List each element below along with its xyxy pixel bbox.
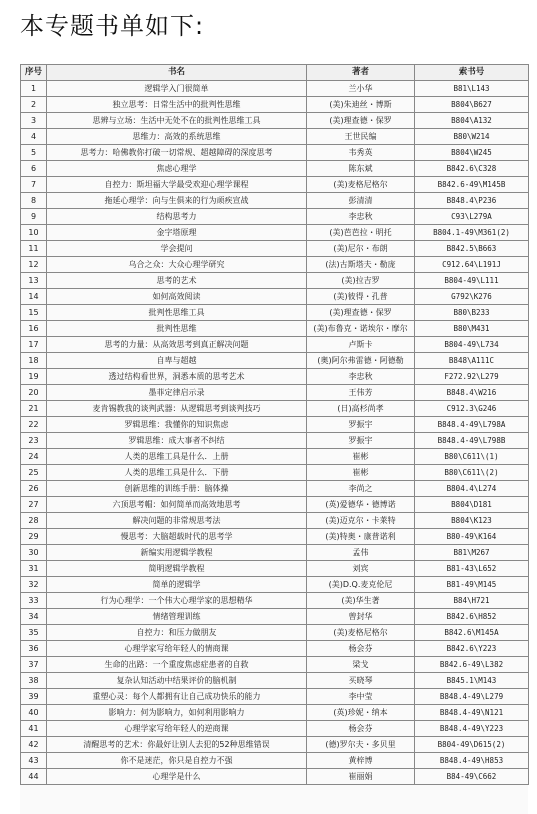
cell-title: 重塑心灵：每个人都拥有让自己成功快乐的能力: [47, 689, 307, 705]
cell-callno: B804\A132: [415, 113, 529, 129]
cell-callno: B84\H721: [415, 593, 529, 609]
cell-title: 复杂认知活动中结果评价的脑机制: [47, 673, 307, 689]
table-row: [21, 721, 529, 737]
cell-index: 15: [21, 305, 47, 321]
cell-author: 买晓琴: [307, 673, 415, 689]
cell-author: 崔彬: [307, 449, 415, 465]
column-header-index: 序号: [21, 65, 47, 81]
cell-title: 透过结构看世界，洞悉本质的思考艺术: [47, 369, 307, 385]
cell-callno: B804-49\L734: [415, 337, 529, 353]
cell-title: 金字塔原理: [47, 225, 307, 241]
booklist-table-sheet: [20, 64, 528, 814]
cell-callno: B848.4\W216: [415, 385, 529, 401]
cell-title: 心理学家写给年轻人的情商课: [47, 641, 307, 657]
cell-callno: B804\K123: [415, 513, 529, 529]
table-row: [21, 481, 529, 497]
cell-author: (美)尼尔・布朗: [307, 241, 415, 257]
cell-title: 墨菲定律启示录: [47, 385, 307, 401]
table-row: [21, 625, 529, 641]
cell-author: 李忠秋: [307, 209, 415, 225]
cell-callno: B84-49\C662: [415, 769, 529, 785]
cell-title: 简明逻辑学教程: [47, 561, 307, 577]
cell-author: 王伟芳: [307, 385, 415, 401]
cell-callno: C93\L279A: [415, 209, 529, 225]
cell-author: (美)拉吉罗: [307, 273, 415, 289]
table-row: [21, 97, 529, 113]
cell-index: 8: [21, 193, 47, 209]
cell-author: 罗振宇: [307, 433, 415, 449]
cell-callno: B81-49\M145: [415, 577, 529, 593]
cell-title: 独立思考：日常生活中的批判性思维: [47, 97, 307, 113]
table-row: [21, 289, 529, 305]
cell-author: (奥)阿尔弗雷德・阿德勒: [307, 353, 415, 369]
table-row: [21, 753, 529, 769]
cell-title: 情绪管理训练: [47, 609, 307, 625]
cell-title: 拖延心理学：向与生俱来的行为顽疾宣战: [47, 193, 307, 209]
cell-author: (美)理查德・保罗: [307, 113, 415, 129]
cell-title: 如何高效阅读: [47, 289, 307, 305]
cell-title: 人类的思维工具是什么．下册: [47, 465, 307, 481]
table-row: [21, 673, 529, 689]
cell-callno: B804\B627: [415, 97, 529, 113]
table-row: [21, 433, 529, 449]
cell-index: 25: [21, 465, 47, 481]
cell-index: 11: [21, 241, 47, 257]
booklist-table: [20, 64, 529, 785]
table-row: [21, 257, 529, 273]
cell-index: 21: [21, 401, 47, 417]
cell-callno: B804.4\L274: [415, 481, 529, 497]
cell-author: (美)麦格尼格尔: [307, 177, 415, 193]
cell-author: 崔彬: [307, 465, 415, 481]
cell-author: (美)理查德・保罗: [307, 305, 415, 321]
column-header-callno: 索书号: [415, 65, 529, 81]
cell-callno: B848.4\P236: [415, 193, 529, 209]
cell-callno: B804-49\D615(2): [415, 737, 529, 753]
cell-index: 5: [21, 145, 47, 161]
cell-author: (美)特奥・康普诺利: [307, 529, 415, 545]
cell-callno: B842.6\Y223: [415, 641, 529, 657]
table-row: [21, 657, 529, 673]
table-row: [21, 273, 529, 289]
cell-author: (德)罗尔夫・多贝里: [307, 737, 415, 753]
cell-title: 六顶思考帽：如何简单而高效地思考: [47, 497, 307, 513]
table-row: [21, 545, 529, 561]
cell-callno: C912.3\G246: [415, 401, 529, 417]
cell-title: 慢思考：大脑超载时代的思考学: [47, 529, 307, 545]
table-header-row: [21, 65, 529, 81]
cell-title: 自卑与超越: [47, 353, 307, 369]
table-row: [21, 145, 529, 161]
cell-index: 10: [21, 225, 47, 241]
cell-title: 思考的艺术: [47, 273, 307, 289]
cell-title: 批判性思维: [47, 321, 307, 337]
cell-author: 李中莹: [307, 689, 415, 705]
cell-callno: B80-49\K164: [415, 529, 529, 545]
cell-title: 罗辑思维：成大事者不纠结: [47, 433, 307, 449]
table-row: [21, 305, 529, 321]
cell-title: 思考力：哈佛教你打破一切常规、超越障碍的深度思考: [47, 145, 307, 161]
cell-title: 麦肯锡教我的谈判武器：从逻辑思考到谈判技巧: [47, 401, 307, 417]
cell-callno: B842.6-49\M145B: [415, 177, 529, 193]
cell-title: 思考的力量：从高效思考到真正解决问题: [47, 337, 307, 353]
cell-title: 思辨与立场：生活中无处不在的批判性思维工具: [47, 113, 307, 129]
cell-title: 自控力：斯坦福大学最受欢迎心理学课程: [47, 177, 307, 193]
cell-index: 14: [21, 289, 47, 305]
cell-callno: B80\W214: [415, 129, 529, 145]
cell-callno: B848.4-49\L798B: [415, 433, 529, 449]
table-row: [21, 513, 529, 529]
cell-author: 卢斯卡: [307, 337, 415, 353]
cell-callno: B804\D181: [415, 497, 529, 513]
table-row: [21, 609, 529, 625]
table-row: [21, 417, 529, 433]
cell-index: 20: [21, 385, 47, 401]
cell-index: 40: [21, 705, 47, 721]
cell-index: 27: [21, 497, 47, 513]
column-header-title: 书名: [47, 65, 307, 81]
cell-author: 王世民编: [307, 129, 415, 145]
table-row: [21, 705, 529, 721]
cell-callno: B804.1-49\M361(2): [415, 225, 529, 241]
table-row: [21, 353, 529, 369]
cell-index: 37: [21, 657, 47, 673]
table-row: [21, 737, 529, 753]
cell-title: 思维力：高效的系统思维: [47, 129, 307, 145]
cell-title: 自控力：和压力做朋友: [47, 625, 307, 641]
cell-index: 6: [21, 161, 47, 177]
column-header-author: 著者: [307, 65, 415, 81]
cell-title: 结构思考力: [47, 209, 307, 225]
cell-index: 3: [21, 113, 47, 129]
table-row: [21, 193, 529, 209]
cell-index: 44: [21, 769, 47, 785]
cell-index: 1: [21, 81, 47, 97]
cell-title: 影响力：何为影响力，如何利用影响力: [47, 705, 307, 721]
cell-index: 13: [21, 273, 47, 289]
cell-index: 16: [21, 321, 47, 337]
cell-index: 28: [21, 513, 47, 529]
cell-author: (美)迈克尔・卡莱特: [307, 513, 415, 529]
cell-title: 乌合之众：大众心理学研究: [47, 257, 307, 273]
table-row: [21, 641, 529, 657]
cell-author: (法)古斯塔夫・勒庞: [307, 257, 415, 273]
table-row: [21, 177, 529, 193]
cell-index: 41: [21, 721, 47, 737]
cell-title: 简单的逻辑学: [47, 577, 307, 593]
cell-author: 刘宾: [307, 561, 415, 577]
cell-author: (美)布鲁克・诺埃尔・摩尔: [307, 321, 415, 337]
cell-callno: B842.6\M145A: [415, 625, 529, 641]
cell-index: 43: [21, 753, 47, 769]
table-row: [21, 401, 529, 417]
cell-title: 人类的思维工具是什么．上册: [47, 449, 307, 465]
table-row: [21, 369, 529, 385]
cell-index: 17: [21, 337, 47, 353]
cell-title: 清醒思考的艺术：你最好让别人去犯的52种思维错误: [47, 737, 307, 753]
cell-index: 39: [21, 689, 47, 705]
table-row: [21, 129, 529, 145]
cell-author: 彭清清: [307, 193, 415, 209]
cell-index: 4: [21, 129, 47, 145]
cell-title: 焦虑心理学: [47, 161, 307, 177]
cell-callno: B848.4-49\H853: [415, 753, 529, 769]
cell-callno: B80\C611\(1): [415, 449, 529, 465]
cell-callno: B80\B233: [415, 305, 529, 321]
cell-index: 9: [21, 209, 47, 225]
cell-callno: B842.5\B663: [415, 241, 529, 257]
cell-title: 逻辑学入门很简单: [47, 81, 307, 97]
table-row: [21, 593, 529, 609]
table-row: [21, 225, 529, 241]
cell-author: (美)D.Q.麦克伦尼: [307, 577, 415, 593]
cell-author: (美)朱迪丝・博斯: [307, 97, 415, 113]
cell-callno: B804\W245: [415, 145, 529, 161]
table-row: [21, 161, 529, 177]
cell-callno: B804-49\L111: [415, 273, 529, 289]
cell-author: 黄梓博: [307, 753, 415, 769]
cell-callno: B848.4-49\Y223: [415, 721, 529, 737]
page-heading: 本专题书单如下:: [20, 12, 205, 40]
table-row: [21, 497, 529, 513]
cell-author: 杨会芬: [307, 641, 415, 657]
cell-author: 李忠秋: [307, 369, 415, 385]
table-row: [21, 113, 529, 129]
cell-callno: F272.92\L279: [415, 369, 529, 385]
table-row: [21, 241, 529, 257]
cell-index: 35: [21, 625, 47, 641]
cell-title: 创新思维的训练手册：脑体操: [47, 481, 307, 497]
table-row: [21, 385, 529, 401]
cell-author: 罗振宇: [307, 417, 415, 433]
cell-index: 18: [21, 353, 47, 369]
cell-author: (美)麦格尼格尔: [307, 625, 415, 641]
cell-index: 31: [21, 561, 47, 577]
cell-callno: B80\M431: [415, 321, 529, 337]
cell-callno: B848.4-49\L798A: [415, 417, 529, 433]
cell-index: 22: [21, 417, 47, 433]
cell-callno: B848.4-49\N121: [415, 705, 529, 721]
cell-author: 梁戈: [307, 657, 415, 673]
cell-callno: B842.6\H852: [415, 609, 529, 625]
cell-title: 生命的出路：一个重度焦虑症患者的自救: [47, 657, 307, 673]
table-row: [21, 81, 529, 97]
cell-title: 罗辑思维：我懂你的知识焦虑: [47, 417, 307, 433]
cell-author: 曾封华: [307, 609, 415, 625]
table-row: [21, 465, 529, 481]
cell-callno: B80\C611\(2): [415, 465, 529, 481]
table-row: [21, 577, 529, 593]
cell-author: 韦秀英: [307, 145, 415, 161]
cell-index: 42: [21, 737, 47, 753]
table-row: [21, 689, 529, 705]
table-row: [21, 209, 529, 225]
cell-callno: B845.1\M143: [415, 673, 529, 689]
cell-callno: G792\K276: [415, 289, 529, 305]
cell-author: (美)彼得・孔普: [307, 289, 415, 305]
cell-title: 行为心理学：一个伟大心理学家的思想精华: [47, 593, 307, 609]
cell-index: 7: [21, 177, 47, 193]
cell-index: 30: [21, 545, 47, 561]
cell-index: 12: [21, 257, 47, 273]
cell-author: 孟伟: [307, 545, 415, 561]
table-row: [21, 529, 529, 545]
cell-callno: B81\M267: [415, 545, 529, 561]
cell-author: 陈东斌: [307, 161, 415, 177]
cell-author: 崔丽娟: [307, 769, 415, 785]
cell-callno: B848.4-49\L279: [415, 689, 529, 705]
cell-title: 解决问题的非常规思考法: [47, 513, 307, 529]
cell-title: 学会提问: [47, 241, 307, 257]
table-row: [21, 337, 529, 353]
cell-index: 32: [21, 577, 47, 593]
cell-index: 24: [21, 449, 47, 465]
cell-callno: B842.6\C328: [415, 161, 529, 177]
cell-index: 33: [21, 593, 47, 609]
cell-title: 心理学家写给年轻人的逆商课: [47, 721, 307, 737]
cell-author: (英)爱德华・德博诺: [307, 497, 415, 513]
cell-author: 杨会芬: [307, 721, 415, 737]
cell-author: 兰小华: [307, 81, 415, 97]
cell-index: 38: [21, 673, 47, 689]
cell-title: 新编实用逻辑学教程: [47, 545, 307, 561]
cell-index: 36: [21, 641, 47, 657]
cell-callno: B842.6-49\L382: [415, 657, 529, 673]
cell-title: 你不是迷茫，你只是自控力不强: [47, 753, 307, 769]
cell-index: 29: [21, 529, 47, 545]
cell-callno: B81\L143: [415, 81, 529, 97]
cell-title: 心理学是什么: [47, 769, 307, 785]
cell-index: 2: [21, 97, 47, 113]
cell-callno: B81-43\L652: [415, 561, 529, 577]
cell-index: 19: [21, 369, 47, 385]
cell-author: (英)珍妮・纳本: [307, 705, 415, 721]
cell-index: 23: [21, 433, 47, 449]
cell-author: (日)高杉尚孝: [307, 401, 415, 417]
cell-author: (美)芭芭拉・明托: [307, 225, 415, 241]
cell-callno: C912.64\L191J: [415, 257, 529, 273]
table-row: [21, 769, 529, 785]
cell-index: 34: [21, 609, 47, 625]
table-row: [21, 321, 529, 337]
cell-title: 批判性思维工具: [47, 305, 307, 321]
cell-callno: B848\A111C: [415, 353, 529, 369]
cell-author: 李尚之: [307, 481, 415, 497]
cell-index: 26: [21, 481, 47, 497]
table-row: [21, 449, 529, 465]
table-row: [21, 561, 529, 577]
cell-author: (美)华生著: [307, 593, 415, 609]
